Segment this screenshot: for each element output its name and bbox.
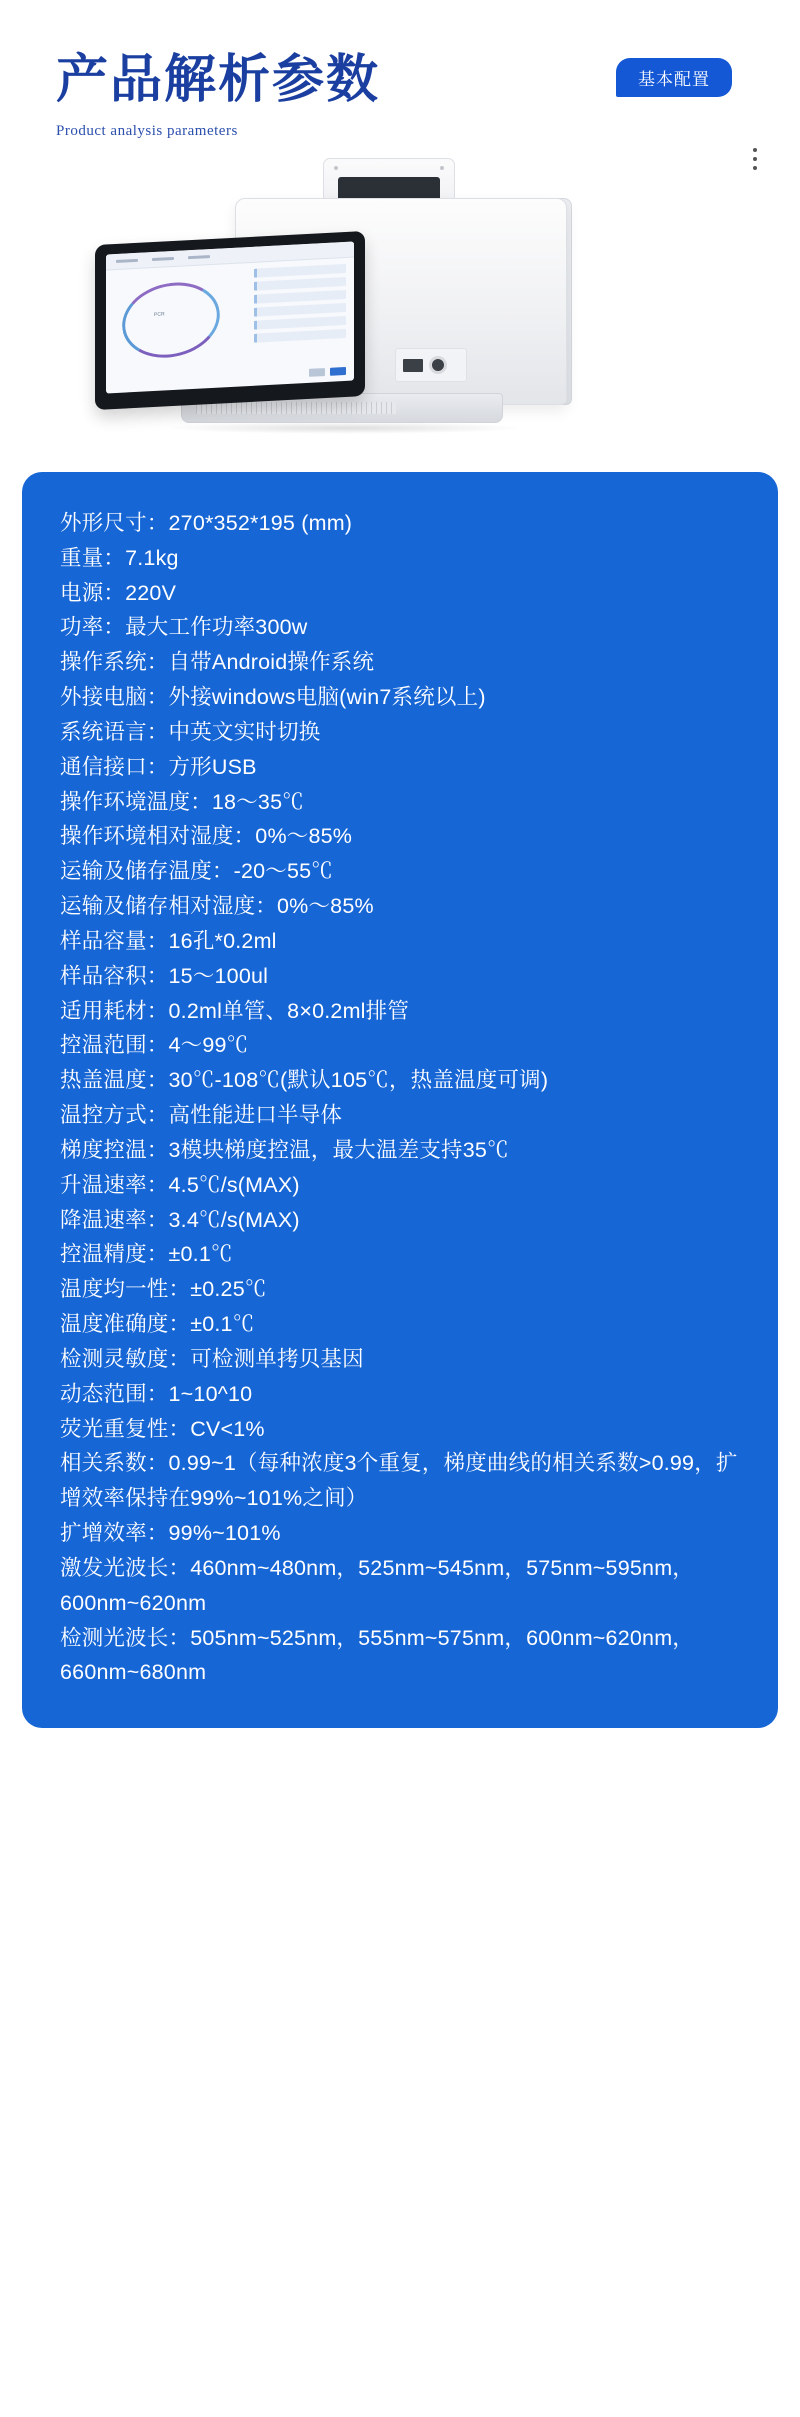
screen-plot-curve (117, 274, 224, 365)
status-badge: 基本配置 (616, 58, 732, 97)
screen-table-row (254, 264, 346, 278)
specifications-panel (22, 472, 778, 1728)
power-port-icon (429, 356, 447, 374)
screen-button-primary (330, 367, 346, 376)
page-header (0, 0, 800, 140)
product-device-illustration (95, 150, 715, 440)
spec-item: 温度均一性：±0.25℃ (60, 1277, 267, 1302)
page-subtitle: Product analysis parameters (56, 123, 238, 140)
spec-item: 操作环境相对湿度：0%～85% (60, 824, 353, 849)
spec-item: 操作环境温度：18～35℃ (60, 789, 304, 814)
spec-item: 降温速率：3.4℃/s(MAX) (60, 1207, 300, 1232)
spec-item: 热盖温度：30℃-108℃(默认105℃，热盖温度可调) (60, 1068, 549, 1093)
screen-table-row (254, 303, 346, 317)
spec-item: 适用耗材：0.2ml单管、8×0.2ml排管 (60, 998, 410, 1023)
spec-item: 样品容积：15～100ul (60, 963, 269, 988)
spec-item: 外形尺寸：270*352*195 (mm) (60, 511, 353, 535)
device-top-screw (440, 166, 444, 170)
screen-plot-label: PCR (154, 311, 165, 318)
screen-button-secondary (309, 368, 325, 377)
screen-amplification-plot (114, 272, 234, 370)
device-base-grill (196, 402, 396, 414)
spec-item: 升温速率：4.5℃/s(MAX) (60, 1172, 300, 1197)
screen-table-row (254, 329, 346, 343)
spec-item: 控温范围：4～99℃ (60, 1033, 249, 1058)
spec-item: 电源：220V (60, 580, 177, 605)
spec-item: 扩增效率：99%~101% (60, 1521, 281, 1546)
spec-item: 激发光波长：460nm~480nm，525nm~545nm，575nm~595nm，600nm~620nm (60, 1555, 695, 1615)
spec-item: 温度准确度：±0.1℃ (60, 1312, 255, 1337)
screen-table-row (254, 316, 346, 330)
spec-item: 检测光波长：505nm~525nm，555nm~575nm，600nm~620nm，660nm~680nm (60, 1625, 695, 1685)
screen-toolbar-item (116, 259, 138, 263)
screen-table-row (254, 290, 346, 304)
spec-item: 操作系统：自带Android操作系统 (60, 650, 375, 675)
screen-data-table (254, 264, 346, 347)
device-touchscreen (95, 231, 365, 410)
spec-item: 控温精度：±0.1℃ (60, 1242, 233, 1267)
spec-item: 动态范围：1~10^10 (60, 1381, 253, 1406)
product-image-area (0, 150, 800, 450)
device-shadow (165, 422, 525, 434)
device-port-panel (395, 348, 467, 382)
screen-toolbar-item (152, 257, 174, 261)
spec-item: 温控方式：高性能进口半导体 (60, 1103, 343, 1128)
spec-item: 检测灵敏度：可检测单拷贝基因 (60, 1346, 364, 1371)
spec-item: 梯度控温：3模块梯度控温，最大温差支持35℃ (60, 1137, 509, 1162)
screen-toolbar-item (188, 255, 210, 259)
spec-item: 荧光重复性：CV<1% (60, 1416, 265, 1441)
spec-item: 系统语言：中英文实时切换 (60, 719, 321, 744)
spec-item: 功率：最大工作功率300w (60, 615, 308, 640)
device-screen-content (106, 242, 354, 394)
device-top-screw (334, 166, 338, 170)
spec-item: 通信接口：方形USB (60, 754, 257, 779)
spec-item: 相关系数：0.99~1（每种浓度3个重复，梯度曲线的相关系数>0.99，扩增效率保持在99%~101%之间） (60, 1451, 738, 1511)
screen-footer-buttons (114, 367, 346, 388)
screen-table-row (254, 277, 346, 291)
spec-item: 重量：7.1kg (60, 545, 179, 570)
spec-item: 样品容量：16孔*0.2ml (60, 928, 277, 953)
spec-item: 外接电脑：外接windows电脑(win7系统以上) (60, 685, 486, 710)
spec-item: 运输及储存相对湿度：0%～85% (60, 894, 374, 919)
usb-port-icon (403, 359, 423, 372)
page-title: 产品解析参数 (56, 52, 381, 109)
spec-item: 运输及储存温度：-20～55℃ (60, 859, 333, 884)
